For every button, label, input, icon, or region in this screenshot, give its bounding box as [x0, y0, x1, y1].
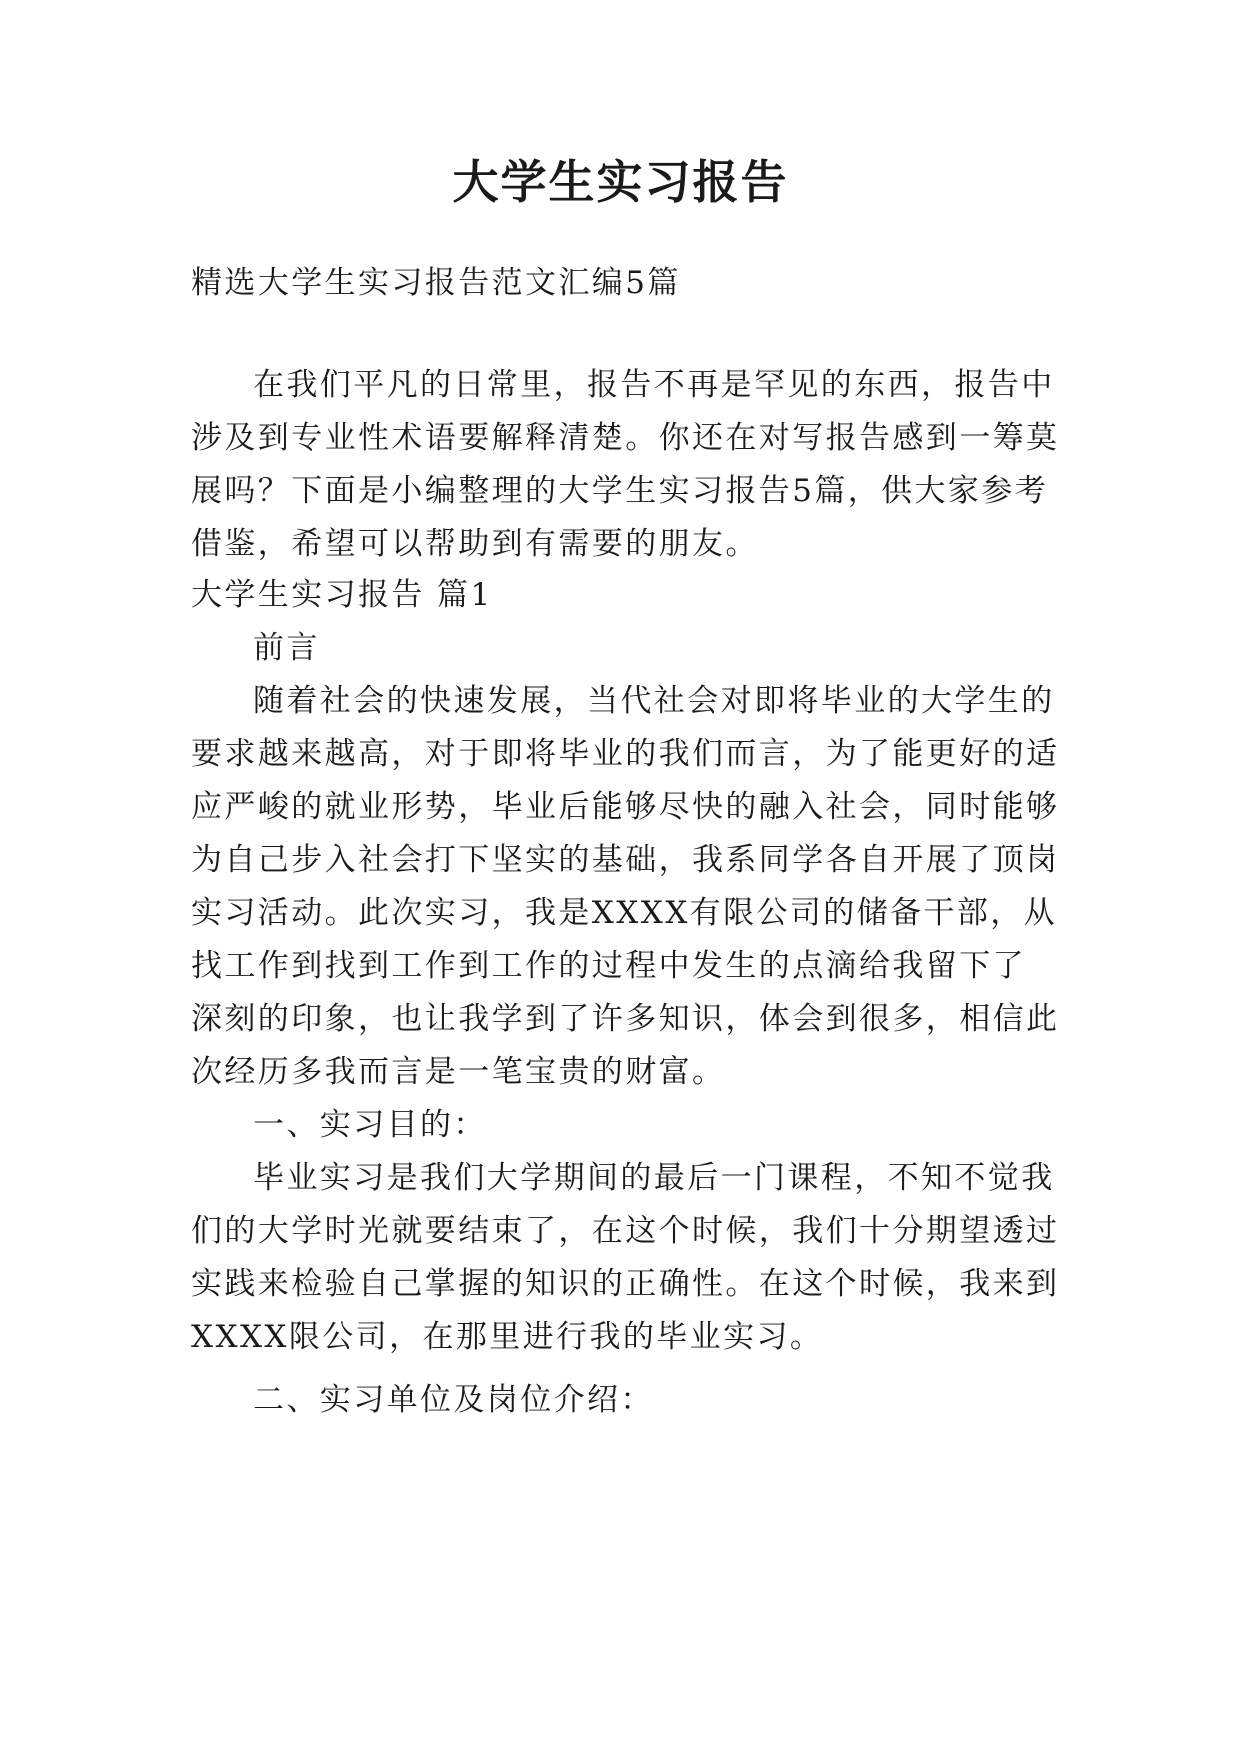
- intro-line: 涉及到专业性术语要解释清楚。你还在对写报告感到一筹莫: [191, 420, 1060, 456]
- body-line: 次经历多我而言是一笔宝贵的财富。: [191, 1054, 726, 1090]
- body-line: 找工作到找到工作到工作的过程中发生的点滴给我留下了: [191, 948, 1026, 984]
- document-title: 大学生实习报告: [452, 155, 789, 209]
- body-line: 实践来检验自己掌握的知识的正确性。在这个时候，我来到: [191, 1266, 1060, 1302]
- intro-line: 借鉴，希望可以帮助到有需要的朋友。: [191, 526, 759, 562]
- body-line: 应严峻的就业形势，毕业后能够尽快的融入社会，同时能够: [191, 789, 1060, 825]
- intro-line: 在我们平凡的日常里，报告不再是罕见的东西，报告中: [253, 367, 1055, 403]
- subtitle-line: 精选大学生实习报告范文汇编5篇: [191, 265, 681, 301]
- body-line: 们的大学时光就要结束了，在这个时候，我们十分期望透过: [191, 1213, 1060, 1249]
- body-line: 深刻的印象，也让我学到了许多知识，体会到很多，相信此: [191, 1001, 1060, 1037]
- section-heading-line: 大学生实习报告 篇1: [191, 577, 493, 613]
- preface-heading-line: 前言: [253, 630, 320, 666]
- body-line: 要求越来越高，对于即将毕业的我们而言，为了能更好的适: [191, 736, 1060, 772]
- purpose-heading-line: 一、实习目的：: [253, 1107, 487, 1143]
- body-line: XXXX限公司，在那里进行我的毕业实习。: [191, 1319, 824, 1355]
- body-line: 毕业实习是我们大学期间的最后一门课程，不知不觉我: [253, 1160, 1055, 1196]
- body-line: 随着社会的快速发展，当代社会对即将毕业的大学生的: [253, 683, 1055, 719]
- body-line: 实习活动。此次实习，我是XXXX有限公司的储备干部，从: [191, 895, 1058, 931]
- unit-heading-line: 二、实习单位及岗位介绍：: [253, 1382, 654, 1418]
- body-line: 为自己步入社会打下坚实的基础，我系同学各自开展了顶岗: [191, 842, 1060, 878]
- intro-line: 展吗？下面是小编整理的大学生实习报告5篇，供大家参考: [191, 473, 1049, 509]
